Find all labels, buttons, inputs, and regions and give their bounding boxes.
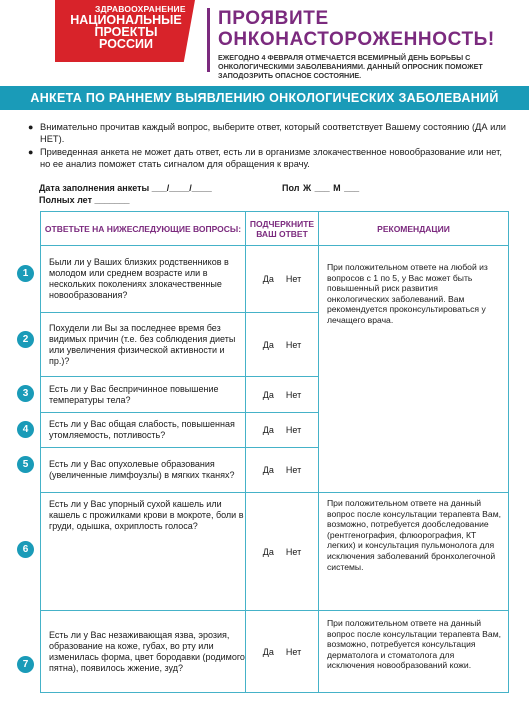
subheadline: ЕЖЕГОДНО 4 ФЕВРАЛЯ ОТМЕЧАЕТСЯ ВСЕМИРНЫЙ ДЕНЬ БОРЬБЫ С ОНКОЛОГИЧЕСКИМИ ЗАБОЛЕВАНИЯМИ. ДАННЫЙ ОПРОСНИК ПОМОЖЕТ ЗАПОДОЗРИТЬ ОПАСНОЕ СОСТОЯНИЕ. [218,53,483,80]
headline-line-2: ОНКОНАСТОРОЖЕННОСТЬ! [218,29,495,50]
answer-yes[interactable]: Да [262,389,274,400]
header-divider [207,8,210,72]
instruction-text: Приведенная анкета не может дать ответ, есть ли в организме злокачественное новообразование или нет, но ее анализ поможет стать сигналом для обращения к врачу. [40,147,502,169]
question-number-badge: 7 [17,656,34,673]
answer-no[interactable]: Нет [285,339,302,350]
answer-yes[interactable]: Да [262,274,274,284]
answer-options [246,313,318,376]
headline-line-1: ПРОЯВИТЕ [218,8,329,29]
column-header-answer: ПОДЧЕРКНИТЕ ВАШ ОТВЕТ [249,218,315,239]
page-header [0,0,529,78]
fill-age-field[interactable]: Полных лет _______ [39,195,130,205]
answer-no[interactable]: Нет [285,274,302,284]
question-number-badge: 6 [17,541,34,558]
question-number-badge: 2 [17,331,34,348]
column-divider [318,212,319,692]
recommendation-text: При положительном ответе на данный вопрос после консультации терапевта Вам, возможно, потребуется консультация дерматолога и стоматолога для исключения новообразований кожи. [327,618,501,671]
instructions [26,122,506,172]
logo-line-3: РОССИИ [99,37,153,51]
answer-options [246,493,318,610]
answer-yes[interactable]: Да [262,465,274,475]
recommendation-text: При положительном ответе на данный вопрос после консультации терапевта Вам, возможно, потребуется дообследование (рентгенография, флюорография, КТ легких) и консультация пульмонолога для исключения заболеваний бронхолегочной системы. [327,498,501,572]
question-text: Похудели ли Вы за последнее время без видимых причин (т.е. без соблюдения диеты или увеличения физической активности и пр.)? [49,322,236,366]
answer-options [246,377,318,412]
bullet-icon: ● [28,147,34,157]
answer-options [246,611,318,693]
national-projects-logo [40,0,200,60]
questionnaire-table [40,211,509,693]
question-text: Есть ли у Вас упорный сухой кашель или кашель с прожилками крови в мокроте, боли в груди, одышка, охриплость голоса? [49,499,244,531]
question-text: Есть ли у Вас незаживающая язва, эрозия, образование на коже, губах, во рту или изменилась форма, цвет бородавки (родимого пятна), появилось жжение, зуд? [49,630,245,673]
answer-options [246,413,318,447]
column-header-questions: ОТВЕТЬТЕ НА НИЖЕСЛЕДУЮЩИЕ ВОПРОСЫ: [44,223,242,234]
instruction-item [26,122,506,145]
answer-no[interactable]: Нет [285,546,302,557]
logo-line-2: ПРОЕКТЫ [94,25,158,39]
answer-no[interactable]: Нет [285,465,302,475]
headline [218,8,495,50]
answer-no[interactable]: Нет [285,425,302,435]
fill-date-field[interactable]: Дата заполнения анкеты ___/____/____ [39,183,212,193]
footer-strip [0,713,529,725]
answer-yes[interactable]: Да [262,339,274,350]
answer-options [246,246,318,312]
question-text: Были ли у Ваших близких родственников в молодом или среднем возрасте или в нескольких поколениях злокачественные новообразования? [49,257,229,300]
bullet-icon: ● [28,122,34,132]
answer-no[interactable]: Нет [285,647,302,657]
logo-line-1: НАЦИОНАЛЬНЫЕ [70,13,182,27]
recommendation-text: При положительном ответе на любой из вопросов с 1 по 5, у Вас может быть повышенный риск развития онкологических заболеваний. Вам рекомендуется проконсультироваться у лечащего врача. [327,262,488,325]
row-divider [318,610,508,611]
answer-yes[interactable]: Да [262,546,274,557]
question-number-badge: 4 [17,421,34,438]
question-number-badge: 5 [17,456,34,473]
row-divider [318,492,508,493]
logo-main-text [62,14,190,50]
question-text: Есть ли у Вас беспричинное повышение температуры тела? [49,383,219,405]
answer-options [246,448,318,492]
question-text: Есть ли у Вас опухолевые образования (увеличенные лимфоузлы) в мягких тканях? [49,459,235,480]
question-number-badge: 3 [17,385,34,402]
questionnaire-title: АНКЕТА ПО РАННЕМУ ВЫЯВЛЕНИЮ ОНКОЛОГИЧЕСКИХ ЗАБОЛЕВАНИЙ [0,86,529,110]
instruction-item [26,147,506,170]
fill-sex-field[interactable]: Пол Ж ___ М ___ [282,183,360,193]
answer-no[interactable]: Нет [285,389,302,400]
logo-top-text: ЗДРАВООХРАНЕНИЕ [95,4,186,14]
answer-yes[interactable]: Да [262,647,274,657]
question-text: Есть ли у Вас общая слабость, повышенная утомляемость, потливость? [49,419,235,440]
answer-yes[interactable]: Да [262,425,274,435]
instruction-text: Внимательно прочитав каждый вопрос, выберите ответ, который соответствует Вашему состоянию (ДА или НЕТ). [40,122,506,144]
column-header-recommendations: РЕКОМЕНДАЦИИ [377,223,450,234]
question-number-badge: 1 [17,265,34,282]
